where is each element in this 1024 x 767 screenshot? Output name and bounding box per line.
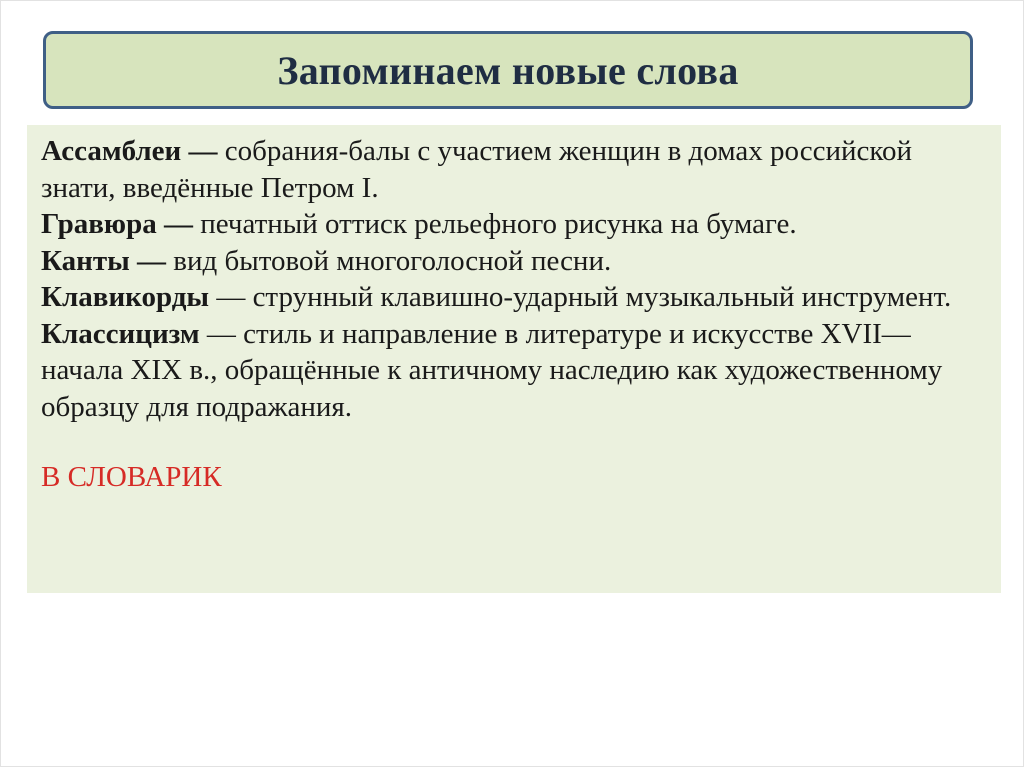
term-dash: — <box>199 317 244 350</box>
term-word: Канты <box>41 244 130 277</box>
glossary-panel <box>27 125 1001 593</box>
glossary-entry-engraving <box>41 206 989 243</box>
slide-title: Запоминаем новые слова <box>277 47 739 93</box>
glossary-entry-classicism <box>41 316 989 426</box>
term-definition: вид бытовой многоголосной песни. <box>173 244 612 277</box>
term-word: Клавикорды <box>41 281 210 313</box>
term-dash: — <box>181 135 225 167</box>
term-definition: собрания-балы с участием женщин в домах российской знати, введённые Петром I. <box>41 135 913 204</box>
spacer <box>41 425 989 459</box>
term-word: Ассамблеи <box>41 135 182 167</box>
term-word: Классицизм <box>41 317 200 350</box>
term-dash: — <box>129 244 174 277</box>
term-definition: печатный оттиск рельефного рисунка на бумаге. <box>200 208 797 240</box>
term-word: Гравюра <box>41 208 157 240</box>
glossary-entry-clavichord <box>41 279 989 316</box>
term-dash: — <box>156 208 201 240</box>
dictionary-note: В СЛОВАРИК <box>41 461 222 493</box>
title-banner <box>43 31 973 109</box>
glossary-entry-assemblies <box>41 133 989 206</box>
term-dash: — <box>209 281 253 313</box>
term-definition: стиль и направление в литературе и искусстве XVII— начала XIX в., обращённые к античному наследию как художественному образцу для подражания. <box>41 317 943 423</box>
term-definition: струнный клавишно-ударный музыкальный инструмент. <box>252 281 952 313</box>
glossary-entry-kanty <box>41 243 989 280</box>
